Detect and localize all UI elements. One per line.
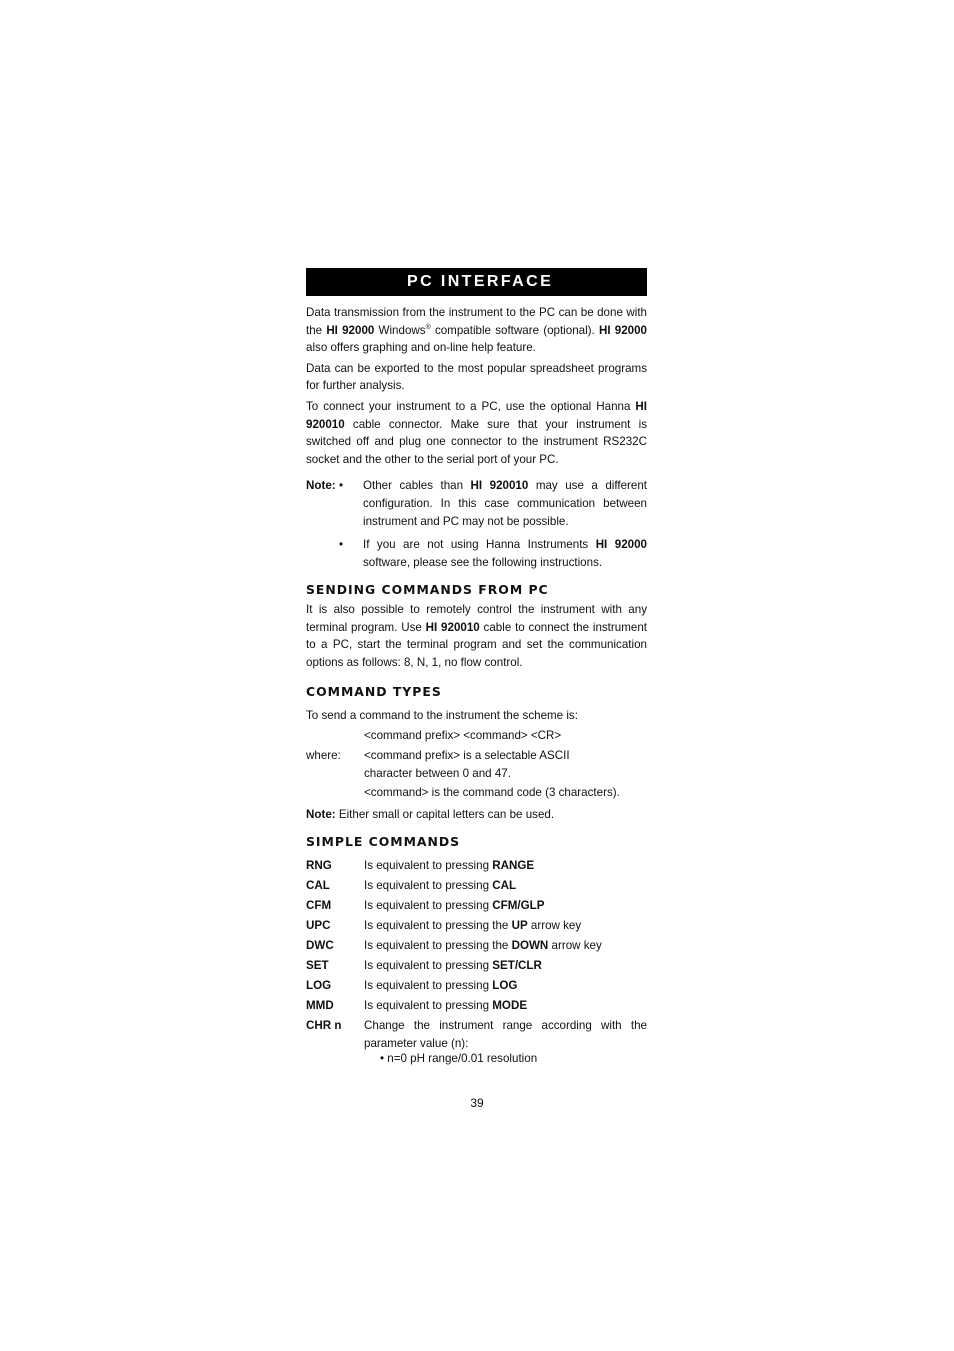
command-row [306, 957, 647, 977]
types-intro: To send a command to the instrument the scheme is: [306, 708, 578, 722]
bullet-icon: • [339, 479, 344, 493]
where-prefix-desc: <command prefix> is a selectable ASCII character between 0 and 47. [364, 749, 570, 780]
note-bullet-2: If you are not using Hanna Instruments HI 92000 software, please see the following instructions. [363, 538, 647, 569]
command-list [306, 857, 647, 1017]
types-note: Note: Either small or capital letters can be used. [306, 807, 555, 821]
sending-heading: SENDING COMMANDS FROM PC [306, 582, 549, 598]
command-row [306, 997, 647, 1017]
types-heading: COMMAND TYPES [306, 684, 442, 700]
command-code: UPC [306, 919, 331, 933]
command-code: MMD [306, 999, 334, 1013]
command-desc: Is equivalent to pressing MODE [364, 999, 528, 1013]
command-desc: Is equivalent to pressing CAL [364, 879, 517, 893]
command-desc: Is equivalent to pressing LOG [364, 979, 518, 993]
command-code: RNG [306, 859, 332, 873]
where-label: where: [306, 749, 341, 763]
command-code: CHR n [306, 1019, 342, 1033]
command-row [306, 917, 647, 937]
where-block [306, 747, 647, 782]
command-code: CFM [306, 899, 332, 913]
command-scheme: <command prefix> <command> <CR> [364, 729, 562, 743]
note-label: Note: [306, 479, 336, 493]
command-row [306, 937, 647, 957]
intro-paragraph-1: Data transmission from the instrument to the PC can be done with the HI 92000 Windows® compatible software (optional). HI 92000 also offers graphing and on-line help feature. [306, 306, 647, 355]
command-desc: Is equivalent to pressing SET/CLR [364, 959, 542, 973]
where-command-desc: <command> is the command code (3 characters). [364, 786, 620, 800]
command-row [306, 897, 647, 917]
command-code: CAL [306, 879, 330, 893]
command-code: SET [306, 959, 329, 973]
page-column [306, 268, 647, 1068]
bullet-icon: • [339, 538, 344, 552]
command-desc: Is equivalent to pressing CFM/GLP [364, 899, 545, 913]
command-code: DWC [306, 939, 334, 953]
intro-paragraph-3: To connect your instrument to a PC, use the optional Hanna HI 920010 cable connector. Make sure that your instrument is switched off and plug one connector to the instrument RS232C socket and the other to the serial port of your PC. [306, 399, 647, 466]
note-bullet-2-row [306, 536, 647, 571]
note-block [306, 477, 647, 530]
command-row [306, 877, 647, 897]
intro-paragraph-2: Data can be exported to the most popular spreadsheet programs for further analysis. [306, 361, 647, 393]
command-desc: Is equivalent to pressing the UP arrow key [364, 919, 582, 933]
command-row-chr [306, 1017, 647, 1052]
command-desc: Is equivalent to pressing RANGE [364, 859, 535, 873]
chr-option-bullet: • n=0 pH range/0.01 resolution [380, 1052, 538, 1066]
page-number: 39 [470, 1096, 484, 1110]
note-bullet-1: Other cables than HI 920010 may use a different configuration. In this case communication between instrument and PC may not be possible. [363, 479, 647, 528]
command-desc: Change the instrument range according with the parameter value (n): [364, 1019, 647, 1050]
section-title-banner [306, 268, 647, 296]
simple-heading: SIMPLE COMMANDS [306, 834, 461, 850]
sending-paragraph: It is also possible to remotely control the instrument with any terminal program. Use HI 920010 cable to connect the instrument to a PC, start the terminal program and set the communication options as follows: 8, N, 1, no flow control. [306, 602, 647, 669]
command-desc: Is equivalent to pressing the DOWN arrow key [364, 939, 602, 953]
command-code: LOG [306, 979, 332, 993]
command-row [306, 857, 647, 877]
registered-mark: ® [425, 323, 431, 331]
command-row [306, 977, 647, 997]
section-title: PC INTERFACE [407, 273, 554, 290]
